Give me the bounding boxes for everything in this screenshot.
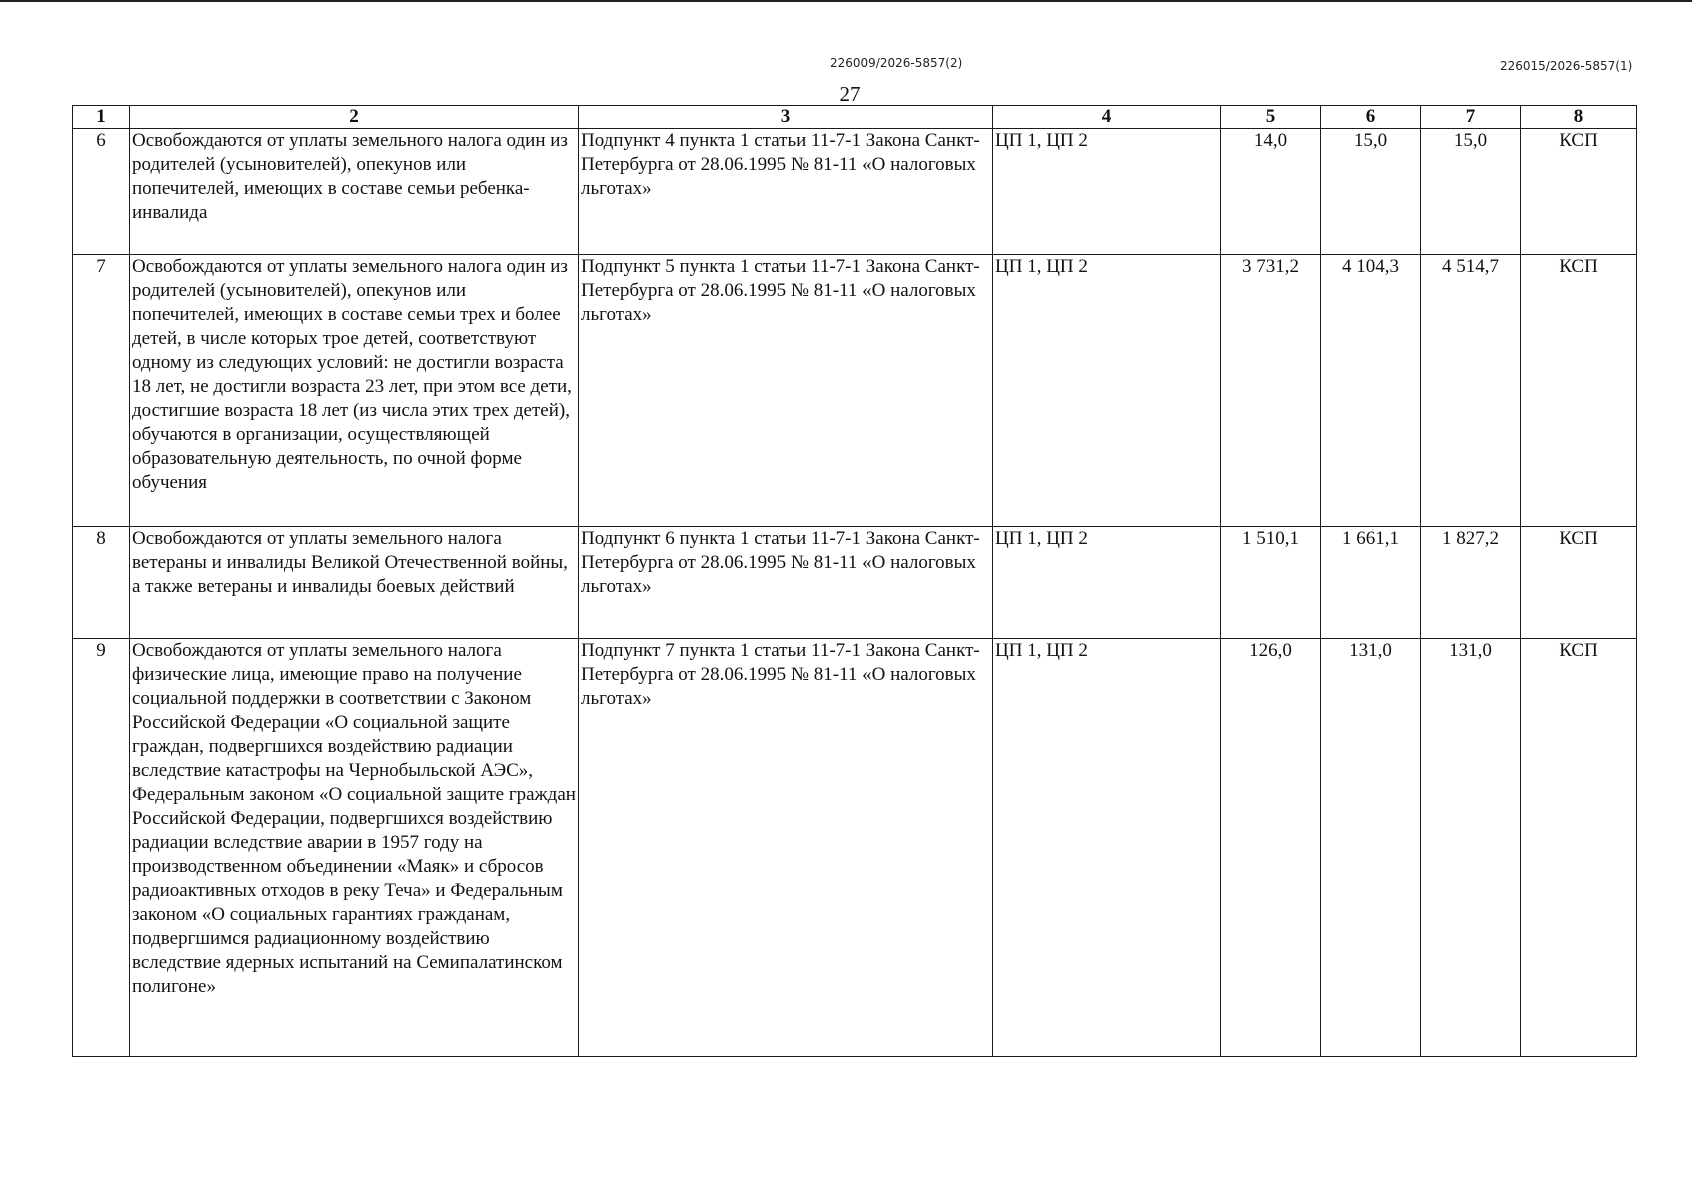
value-col-5: 14,0: [1221, 129, 1321, 255]
value-col-7: 4 514,7: [1421, 255, 1521, 527]
program-codes: ЦП 1, ЦП 2: [993, 527, 1221, 639]
column-header-3: 3: [579, 106, 993, 129]
program-codes: ЦП 1, ЦП 2: [993, 129, 1221, 255]
curator-code: КСП: [1521, 639, 1637, 1057]
value-col-5: 126,0: [1221, 639, 1321, 1057]
column-header-4: 4: [993, 106, 1221, 129]
table-row: [73, 255, 1637, 527]
value-col-6: 131,0: [1321, 639, 1421, 1057]
curator-code: КСП: [1521, 129, 1637, 255]
table-row: [73, 129, 1637, 255]
table-row: [73, 639, 1637, 1057]
program-codes: ЦП 1, ЦП 2: [993, 639, 1221, 1057]
top-border-line: [0, 0, 1692, 2]
value-col-6: 15,0: [1321, 129, 1421, 255]
tax-benefits-table: [72, 105, 1637, 1057]
column-header-1: 1: [73, 106, 130, 129]
value-col-7: 15,0: [1421, 129, 1521, 255]
column-header-5: 5: [1221, 106, 1321, 129]
benefit-description: Освобождаются от уплаты земельного налога ветераны и инвалиды Великой Отечественной войны, а также ветераны и инвалиды боевых действий: [130, 527, 579, 639]
value-col-7: 131,0: [1421, 639, 1521, 1057]
table-row: [73, 527, 1637, 639]
legal-basis: Подпункт 4 пункта 1 статьи 11-7-1 Закона Санкт-Петербурга от 28.06.1995 № 81-11 «О налоговых льготах»: [579, 129, 993, 255]
page-number: 27: [839, 82, 861, 106]
row-number: 7: [73, 255, 130, 527]
benefit-description: Освобождаются от уплаты земельного налога физические лица, имеющие право на получение социальной поддержки в соответствии с Законом Российской Федерации «О социальной защите граждан, подвергшихся воздействию радиации вследствие катастрофы на Чернобыльской АЭС», Федеральным законом «О социальной защите граждан Российской Федерации, подвергшихся воздействию радиации вследствие аварии в 1957 году на производственном объединении «Маяк» и сбросов радиоактивных отходов в реку Теча» и Федеральным законом «О социальных гарантиях гражданам, подвергшимся радиационному воздействию вследствие ядерных испытаний на Семипалатинском полигоне»: [130, 639, 579, 1057]
row-number: 6: [73, 129, 130, 255]
legal-basis: Подпункт 6 пункта 1 статьи 11-7-1 Закона Санкт-Петербурга от 28.06.1995 № 81-11 «О налоговых льготах»: [579, 527, 993, 639]
value-col-5: 1 510,1: [1221, 527, 1321, 639]
legal-basis: Подпункт 7 пункта 1 статьи 11-7-1 Закона Санкт-Петербурга от 28.06.1995 № 81-11 «О налоговых льготах»: [579, 639, 993, 1057]
value-col-6: 1 661,1: [1321, 527, 1421, 639]
benefit-description: Освобождаются от уплаты земельного налога один из родителей (усыновителей), опекунов или попечителей, имеющих в составе семьи трех и более детей, в числе которых трое детей, соответствуют одному из следующих условий: не достигли возраста 18 лет, не достигли возраста 23 лет, при этом все дети, достигшие возраста 18 лет (из числа этих трех детей), обучаются в организации, осуществляющей образовательную деятельность, по очной форме обучения: [130, 255, 579, 527]
value-col-7: 1 827,2: [1421, 527, 1521, 639]
column-header-8: 8: [1521, 106, 1637, 129]
column-header-2: 2: [130, 106, 579, 129]
registration-stamp-right: 226015/2026-5857(1): [1500, 59, 1633, 73]
program-codes: ЦП 1, ЦП 2: [993, 255, 1221, 527]
row-number: 8: [73, 527, 130, 639]
value-col-5: 3 731,2: [1221, 255, 1321, 527]
column-header-7: 7: [1421, 106, 1521, 129]
benefit-description: Освобождаются от уплаты земельного налога один из родителей (усыновителей), опекунов или попечителей, имеющих в составе семьи ребенка-инвалида: [130, 129, 579, 255]
value-col-6: 4 104,3: [1321, 255, 1421, 527]
column-header-6: 6: [1321, 106, 1421, 129]
legal-basis: Подпункт 5 пункта 1 статьи 11-7-1 Закона Санкт-Петербурга от 28.06.1995 № 81-11 «О налоговых льготах»: [579, 255, 993, 527]
registration-stamp-center: 226009/2026-5857(2): [830, 56, 963, 70]
table-header-row: [73, 106, 1637, 129]
curator-code: КСП: [1521, 527, 1637, 639]
curator-code: КСП: [1521, 255, 1637, 527]
row-number: 9: [73, 639, 130, 1057]
